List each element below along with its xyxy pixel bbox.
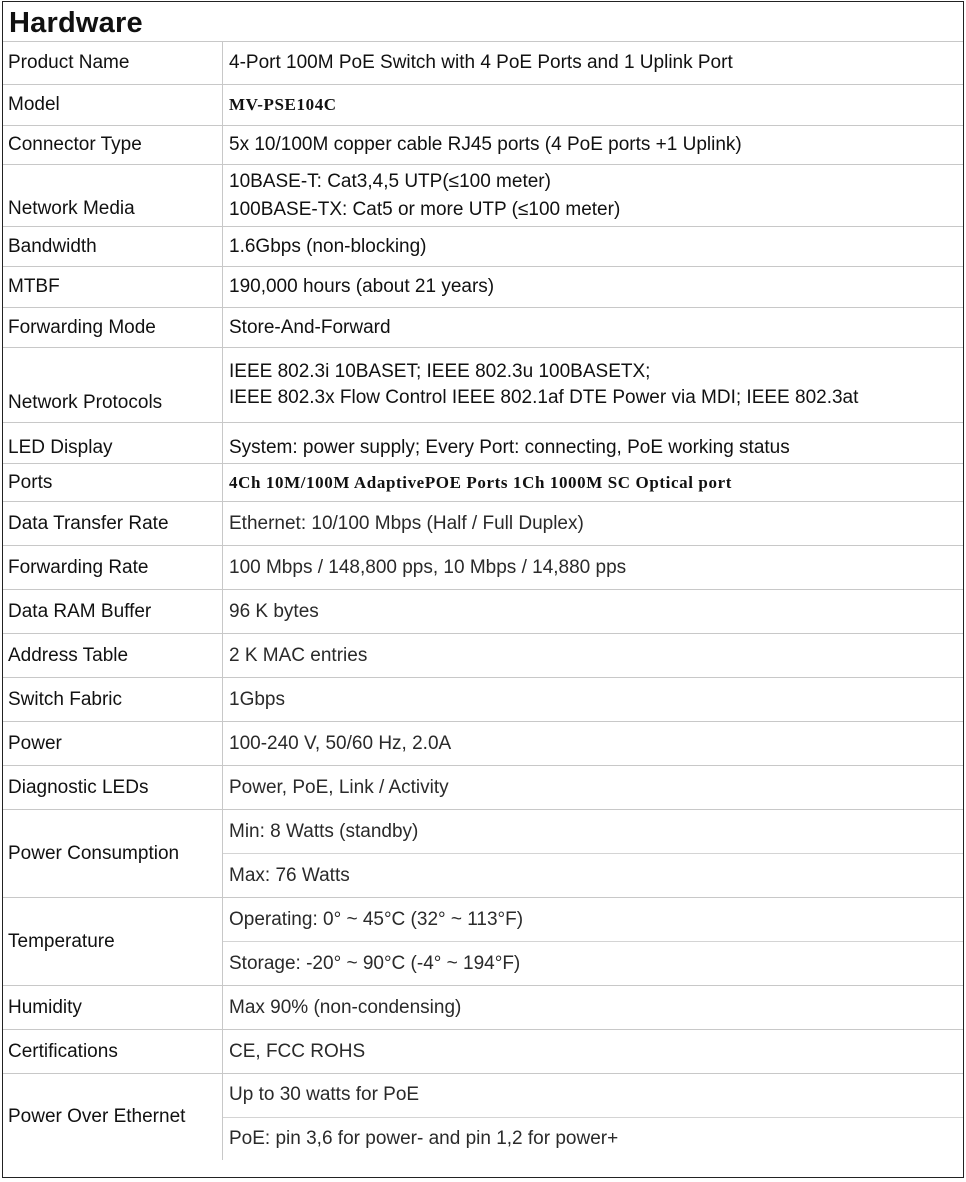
row-forwarding-rate [3,546,963,590]
row-value: Power, PoE, Link / Activity [229,776,449,798]
row-value: Store-And-Forward [229,316,391,338]
row-value: Operating: 0° ~ 45°C (32° ~ 113°F) [223,898,963,942]
row-label: Power [3,722,223,765]
row-label: Switch Fabric [3,678,223,721]
row-value: 10BASE-T: Cat3,4,5 UTP(≤100 meter) [229,170,551,192]
row-value: MV-PSE104C [229,95,337,114]
row-label: Data Transfer Rate [3,502,223,545]
row-value: 100BASE-TX: Cat5 or more UTP (≤100 meter) [229,198,621,220]
row-value: PoE: pin 3,6 for power- and pin 1,2 for power+ [229,1127,619,1149]
row-value: 100 Mbps / 148,800 pps, 10 Mbps / 14,880 pps [229,556,627,578]
row-label: Ports [3,464,223,501]
row-label: Certifications [3,1030,223,1073]
row-value: Up to 30 watts for PoE [223,1074,963,1118]
row-mtbf [3,267,963,308]
row-label: Bandwidth [3,227,223,266]
row-value: 96 K bytes [229,600,319,622]
row-temperature [3,898,963,986]
row-connector-type [3,126,963,165]
row-led-display [3,423,963,464]
row-model [3,85,963,126]
row-ports [3,464,963,502]
row-label: Forwarding Rate [3,546,223,589]
row-power [3,722,963,766]
row-value: Ethernet: 10/100 Mbps (Half / Full Duplex) [229,512,584,534]
row-address-table [3,634,963,678]
row-diagnostic-leds [3,766,963,810]
row-label: Network Protocols [3,348,223,422]
row-value: Min: 8 Watts (standby) [223,810,963,854]
row-label: Humidity [3,986,223,1029]
row-switch-fabric [3,678,963,722]
row-value: 1Gbps [229,688,285,710]
table-title: Hardware [3,2,963,42]
row-power-over-ethernet [3,1074,963,1160]
row-value: System: power supply; Every Port: connecting, PoE working status [229,437,790,458]
row-label: Forwarding Mode [3,308,223,347]
row-value: IEEE 802.3x Flow Control IEEE 802.1af DTE Power via MDI; IEEE 802.3at [229,387,859,408]
row-certifications [3,1030,963,1074]
row-value: 100-240 V, 50/60 Hz, 2.0A [229,732,452,754]
row-power-consumption [3,810,963,898]
row-product-name [3,42,963,85]
row-label: MTBF [3,267,223,307]
row-value: Max: 76 Watts [229,864,350,886]
row-value: 1.6Gbps (non-blocking) [229,235,427,257]
row-value: 5x 10/100M copper cable RJ45 ports (4 PoE ports +1 Uplink) [229,134,742,155]
row-network-protocols [3,348,963,423]
row-forwarding-mode [3,308,963,348]
row-network-media [3,165,963,227]
row-value: 2 K MAC entries [229,644,368,666]
row-label: Data RAM Buffer [3,590,223,633]
row-value: 190,000 hours (about 21 years) [229,276,495,297]
row-value: CE, FCC ROHS [229,1040,366,1062]
row-value: Storage: -20° ~ 90°C (-4° ~ 194°F) [229,952,521,974]
hardware-spec-table [2,1,964,1178]
row-value: Max 90% (non-condensing) [229,996,462,1018]
row-label: Network Media [3,165,223,226]
row-value: IEEE 802.3i 10BASET; IEEE 802.3u 100BASETX; [229,361,651,382]
row-humidity [3,986,963,1030]
row-data-ram-buffer [3,590,963,634]
row-label: Model [3,85,223,125]
row-label: LED Display [3,423,223,463]
row-label: Connector Type [3,126,223,164]
row-label: Diagnostic LEDs [3,766,223,809]
row-bandwidth [3,227,963,267]
row-label: Address Table [3,634,223,677]
row-label: Power Consumption [3,810,223,897]
row-label: Temperature [3,898,223,985]
row-label: Product Name [3,42,223,84]
row-label: Power Over Ethernet [3,1074,223,1160]
row-value: 4Ch 10M/100M AdaptivePOE Ports 1Ch 1000M SC Optical port [229,472,732,492]
row-value: 4-Port 100M PoE Switch with 4 PoE Ports and 1 Uplink Port [229,52,733,73]
row-data-transfer-rate [3,502,963,546]
